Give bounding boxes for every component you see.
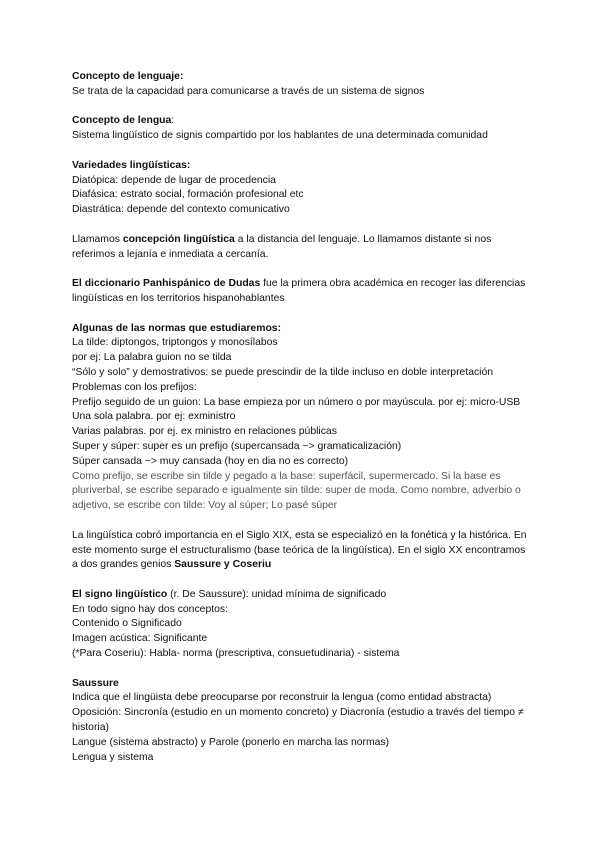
section-diccionario [72,277,532,307]
section-title-tail: : [171,115,175,127]
list-item: Imagen acústica: Significante [72,633,208,645]
paragraph-line: Se trata de la capacidad para comunicarse a través de un sistema de signos [72,85,425,97]
list-item: Oposición: Sincronía (estudio en un momento concreto) y Diacronía (estudio a través del tiempo ≠ historia) [72,707,524,734]
text-run: La lingüística cobró importancia en el Siglo XIX, esta se especializó en la fonética y la histórica. En este momento surge el estructuralismo (base teórica de la lingüística). En el siglo XX encontramos a dos grandes genios [72,529,527,571]
section-title: Variedades lingüísticas: [72,159,191,171]
list-item: Una sola palabra. por ej: exministro [72,411,236,423]
section-historia [72,529,532,573]
section-title: El signo lingüístico [72,588,168,600]
list-item: Indica que el lingüista debe preocuparse por reconstruir la lengua (como entidad abstracta) [72,692,492,704]
text-run: Llamamos [72,233,123,245]
gray-note: Como prefijo, se escribe sin tilde y pegado a la base: superfácil, supermercado. Si la base es pluriverbal, se escribe separado e igualmente sin tilde: super de moda. Como nombre, adverbio o adjetivo, se escribe con tilde: Voy al súper; Lo pasé súper [72,470,521,512]
section-concepcion [72,233,532,263]
paragraph-line: Sistema lingüístico de signis compartido por los hablantes de una determinada comunidad [72,130,488,142]
section-concepto-lengua [72,114,532,144]
list-item: La tilde: diptongos, triptongos y monosílabos [72,337,278,349]
section-title: Saussure [72,677,119,689]
section-title-tail: (r. De Saussure): unidad mínima de significado [167,588,387,600]
section-title-line [72,114,532,129]
list-item: por ej: La palabra guion no se tilda [72,352,232,364]
section-title-line [72,588,532,603]
list-item: Diastrática: depende del contexto comunicativo [72,204,290,216]
list-item: “Sólo y solo” y demostrativos: se puede prescindir de la tilde incluso en doble interpretación [72,366,494,378]
list-item: Super y súper: super es un prefijo (supercansada ~> gramaticalización) [72,440,402,452]
list-item: Diafásica: estrato social, formación profesional etc [72,189,304,201]
bold-term: El diccionario Panhispánico de Dudas [72,278,261,290]
bold-term: concepción lingüística [122,233,235,245]
bold-term: Saussure y Coseriu [174,559,272,571]
section-saussure [72,677,532,766]
section-variedades [72,159,532,218]
paragraph [72,277,532,307]
paragraph [72,233,532,263]
list-item: Contenido o Significado [72,618,182,630]
list-item: En todo signo hay dos conceptos: [72,603,228,615]
list-item: Problemas con los prefijos: [72,381,197,393]
text-run: fue la primera obra académica en recoger las diferencias lingüísticas en los territorios hispanohablantes [72,278,526,304]
list-item: Súper cansada ~> muy cansada (hoy en dia no es correcto) [72,455,349,467]
list-item: Langue (sistema abstracto) y Parole (ponerlo en marcha las normas) [72,736,390,748]
section-normas [72,322,532,514]
section-title: Concepto de lenguaje: [72,71,184,82]
list-item: Prefijo seguido de un guion: La base empieza por un número o por mayúscula. por ej: micro-USB [72,396,521,408]
list-item: Lengua y sistema [72,751,154,763]
section-concepto-lenguaje [72,70,532,100]
section-signo [72,588,532,662]
paragraph [72,529,532,573]
section-title: Concepto de lengua [72,115,172,127]
list-item: Varias palabras. por ej. ex ministro en relaciones públicas [72,426,337,438]
document-body [72,70,532,780]
list-item: Diatópica: depende de lugar de procedencia [72,174,276,186]
list-item: (*Para Coseriu): Habla- norma (prescriptiva, consuetudinaria) - sistema [72,648,400,660]
section-title: Algunas de las normas que estudiaremos: [72,322,282,334]
text-run: a la distancia del lenguaje. Lo llamamos distante si nos referimos a lejanía e inmediata a cercanía. [72,233,492,260]
